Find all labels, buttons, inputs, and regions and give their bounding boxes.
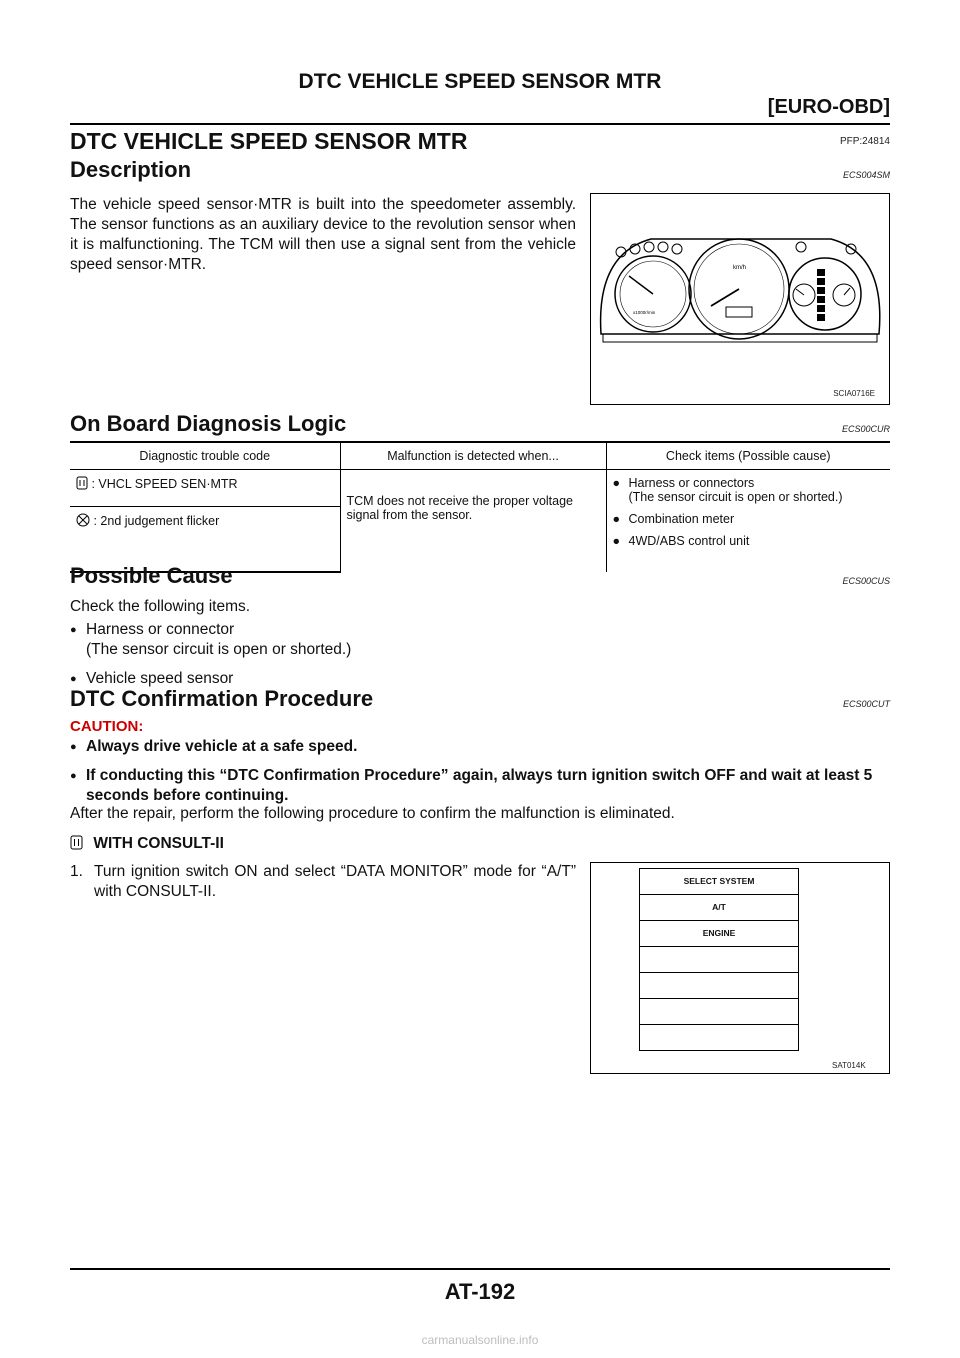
list-item <box>613 512 885 526</box>
description-code: ECS004SM <box>842 170 890 180</box>
check-item-1-note: (The sensor circuit is open or shorted.) <box>628 490 843 504</box>
with-consult-label: WITH CONSULT-II <box>93 835 224 852</box>
footer-rule <box>70 1268 890 1270</box>
list-item <box>70 737 890 757</box>
list-item <box>70 766 890 806</box>
running-header-tag: [EURO-OBD] <box>767 96 890 118</box>
running-header-title: DTC VEHICLE SPEED SENSOR MTR <box>298 70 662 93</box>
list-item <box>613 476 885 504</box>
step-1 <box>70 862 576 902</box>
bullet-icon: ● <box>70 624 77 636</box>
possible-cause-heading: Possible Cause <box>70 563 233 588</box>
bullet-icon: ● <box>70 741 77 753</box>
obd-code: ECS00CUR <box>841 424 890 434</box>
select-system-empty-row <box>640 999 798 1025</box>
select-system-item-at: A/T <box>640 895 798 921</box>
section-code: PFP:24814 <box>839 136 890 147</box>
cause-item-1: Harness or connector <box>86 621 235 638</box>
combination-meter-illustration <box>591 194 889 404</box>
possible-cause-heading-wrap <box>70 563 233 589</box>
watermark: carmanualsonline.info <box>421 1333 539 1347</box>
possible-cause-list <box>70 620 570 689</box>
caution-item-1: Always drive vehicle at a safe speed. <box>86 738 358 755</box>
check-item-2: Combination meter <box>628 512 735 526</box>
caution-label: CAUTION: <box>70 718 144 735</box>
list-item <box>70 620 570 660</box>
speedometer-figure-code: SCIA0716E <box>833 389 875 398</box>
dtc-label-2: : 2nd judgement flicker <box>93 514 220 528</box>
possible-cause-intro: Check the following items. <box>70 598 251 615</box>
consult-icon <box>76 476 88 493</box>
select-system-empty-row <box>640 947 798 973</box>
confirmation-heading: DTC Confirmation Procedure <box>70 686 374 711</box>
dtc-label-1: : VHCL SPEED SEN·MTR <box>91 477 238 491</box>
table-header-check-items: Check items (Possible cause) <box>606 442 890 470</box>
step-1-text: Turn ignition switch ON and select “DATA MONITOR” mode for “A/T” with CONSULT-II. <box>94 863 576 900</box>
speed-unit-label: km/h <box>733 265 747 271</box>
bullet-icon: ● <box>70 673 77 685</box>
with-consult-line <box>70 834 224 856</box>
check-items-cell <box>606 470 890 573</box>
section-title-wrap <box>70 128 467 155</box>
caution-item-2: If conducting this “DTC Confirmation Procedure” again, always turn ignition switch OFF and wait at least 5 seconds before continuing. <box>86 767 873 804</box>
consult-icon <box>70 835 83 856</box>
confirmation-code: ECS00CUT <box>842 699 890 709</box>
cause-item-2: Vehicle speed sensor <box>86 670 234 687</box>
header-rule <box>70 123 890 125</box>
possible-cause-code: ECS00CUS <box>842 576 890 586</box>
bullet-icon: ● <box>612 534 621 548</box>
bullet-icon: ● <box>612 512 621 526</box>
select-system-screen <box>639 868 799 1051</box>
section-title: DTC VEHICLE SPEED SENSOR MTR <box>70 128 468 154</box>
on-board-diagnosis-icon <box>76 513 90 530</box>
table-header-malfunction: Malfunction is detected when... <box>340 442 606 470</box>
description-heading: Description <box>70 157 192 182</box>
after-repair-text: After the repair, perform the following procedure to confirm the malfunction is eliminated. <box>70 805 675 822</box>
page-number: AT-192 <box>444 1279 516 1304</box>
obd-heading: On Board Diagnosis Logic <box>70 411 347 436</box>
obd-heading-wrap <box>70 411 346 437</box>
table-header-row <box>70 442 890 470</box>
bullet-icon: ● <box>612 476 621 490</box>
tach-unit-label: x1000r/min <box>633 310 656 315</box>
cause-item-1-note: (The sensor circuit is open or shorted.) <box>86 641 352 658</box>
malfunction-cell: TCM does not receive the proper voltage signal from the sensor. <box>340 470 606 573</box>
select-system-title: SELECT SYSTEM <box>640 869 798 895</box>
select-system-empty-row <box>640 973 798 999</box>
caution-list <box>70 737 890 806</box>
select-system-item-engine: ENGINE <box>640 921 798 947</box>
check-item-1: Harness or connectors <box>628 476 755 490</box>
speedometer-figure <box>590 193 890 405</box>
table-header-dtc: Diagnostic trouble code <box>70 442 340 470</box>
check-item-3: 4WD/ABS control unit <box>628 534 750 548</box>
list-item <box>613 534 885 548</box>
obd-table <box>70 441 890 573</box>
select-system-empty-row <box>640 1025 798 1050</box>
dtc-cell-1 <box>70 470 340 507</box>
bullet-icon: ● <box>70 770 77 782</box>
description-text: The vehicle speed sensor·MTR is built into the speedometer assembly. The sensor functions as an auxiliary device to the revolution sensor when it is malfunctioning. The TCM will then use a signal sent from the vehicle speed sensor·MTR. <box>70 196 576 273</box>
select-system-figure-code: SAT014K <box>832 1061 866 1070</box>
step-1-number: 1. <box>70 863 83 880</box>
table-row <box>70 470 890 507</box>
confirmation-heading-wrap <box>70 686 373 712</box>
description-heading-wrap <box>70 157 191 183</box>
